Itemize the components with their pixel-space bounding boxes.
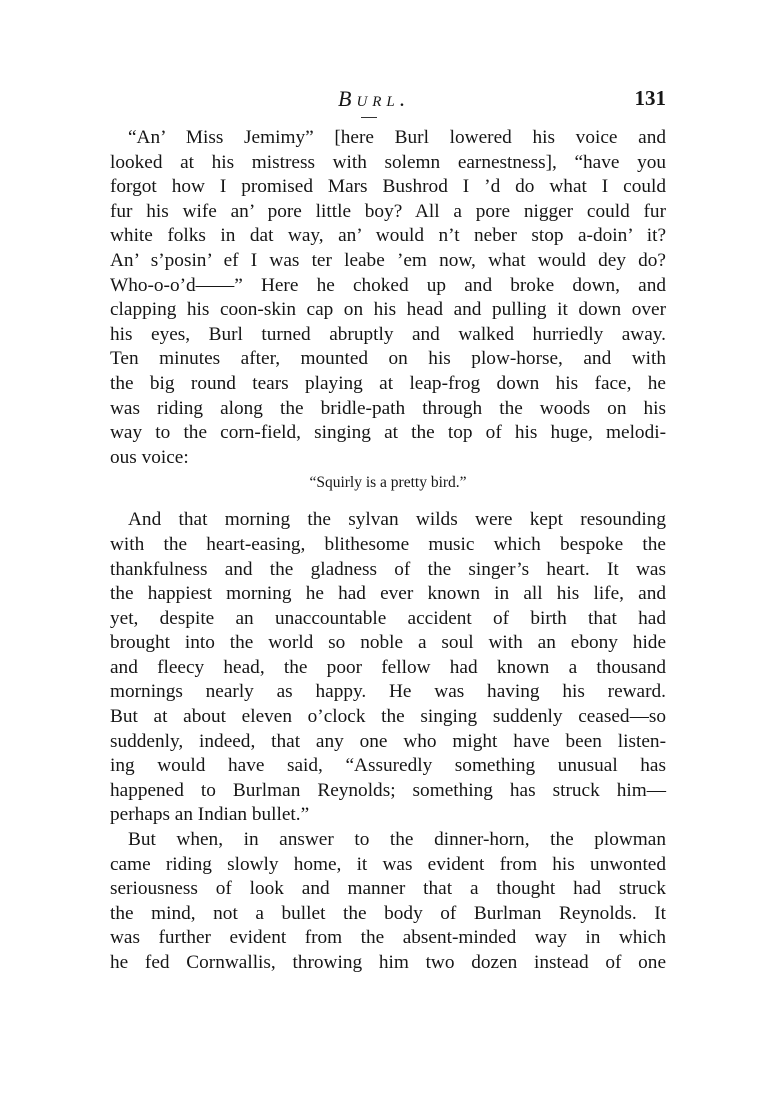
text-line: the happiest morning he had ever known in all his life, and — [110, 583, 666, 605]
header-rule — [361, 117, 377, 118]
text-line: the big round tears playing at leap-frog down his face, he — [110, 372, 666, 394]
text-line: suddenly, indeed, that any one who might have been listen- — [110, 730, 666, 752]
running-title: Burl. — [338, 86, 411, 111]
text-line: ous voice: — [110, 446, 189, 468]
text-line: mornings nearly as happy. He was having his reward. — [110, 681, 666, 703]
text-line: way to the corn-field, singing at the top of his huge, melodi- — [110, 422, 666, 444]
verse-quote: “Squirly is a pretty bird.” — [309, 474, 467, 492]
text-line: brought into the world so noble a soul with an ebony hide — [110, 632, 666, 654]
text-line: he fed Cornwallis, throwing him two dozen instead of one — [110, 952, 666, 973]
text-line: And that morning the sylvan wilds were kept resounding — [128, 509, 666, 531]
text-line: thankfulness and the gladness of the singer’s heart. It was — [110, 558, 666, 580]
text-line: ing would have said, “Assuredly something unusual has — [110, 755, 666, 777]
text-line: Ten minutes after, mounted on his plow-horse, and with — [110, 348, 666, 370]
text-line: perhaps an Indian bullet.” — [110, 804, 310, 826]
text-line: forgot how I promised Mars Bushrod I ’d do what I could — [110, 176, 666, 198]
text-line: looked at his mistress with solemn earnestness], “have you — [110, 151, 666, 173]
paragraph-1 — [110, 126, 666, 470]
text-line: fur his wife an’ pore little boy? All a pore nigger could fur — [110, 200, 666, 222]
book-page — [110, 80, 666, 976]
running-header — [110, 80, 666, 112]
text-line: was further evident from the absent-minded way in which — [110, 927, 666, 949]
text-line: Who-o-o’d——” Here he choked up and broke down, and — [110, 274, 666, 296]
paragraph-2 — [110, 508, 666, 828]
text-line: came riding slowly home, it was evident from his unwonted — [110, 853, 666, 875]
text-line: But when, in answer to the dinner-horn, the plowman — [128, 829, 666, 851]
text-line: “An’ Miss Jemimy” [here Burl lowered his voice and — [128, 127, 666, 148]
text-line: seriousness of look and manner that a thought had struck — [110, 878, 666, 900]
text-line: white folks in dat way, an’ would n’t neber stop a-doin’ it? — [110, 225, 666, 247]
text-line: the mind, not a bullet the body of Burlman Reynolds. It — [110, 902, 666, 924]
text-line: clapping his coon-skin cap on his head and pulling it down over — [110, 299, 666, 321]
page-number: 131 — [634, 86, 666, 110]
paragraph-3 — [110, 828, 666, 976]
text-line: with the heart-easing, blithesome music which bespoke the — [110, 533, 666, 555]
text-line: and fleecy head, the poor fellow had known a thousand — [110, 656, 666, 678]
text-line: An’ s’posin’ ef I was ter leabe ’em now, what would dey do? — [110, 249, 666, 271]
body-text — [110, 126, 666, 976]
text-line: his eyes, Burl turned abruptly and walked hurriedly away. — [110, 323, 666, 345]
text-line: happened to Burlman Reynolds; something has struck him— — [110, 779, 666, 801]
text-line: was riding along the bridle-path through the woods on his — [110, 397, 666, 419]
text-line: yet, despite an unaccountable accident of birth that had — [110, 607, 666, 629]
text-line: But at about eleven o’clock the singing suddenly ceased—so — [110, 706, 666, 728]
